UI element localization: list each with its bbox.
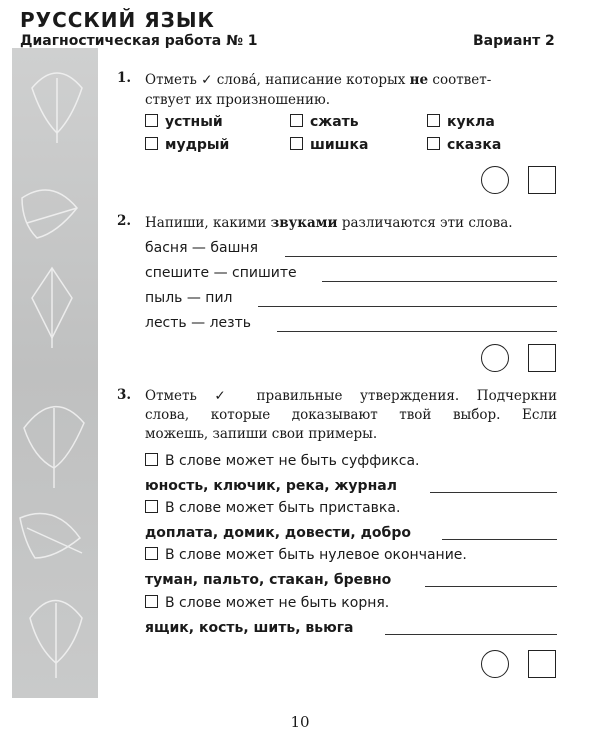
- example-words: туман, пальто, стакан, бревно: [145, 572, 392, 588]
- checkbox[interactable]: [145, 137, 158, 150]
- task-3-number: 3.: [117, 387, 132, 403]
- statement-text: В слове может не быть корня.: [165, 595, 390, 611]
- option-mudry[interactable]: [145, 137, 229, 153]
- checkbox[interactable]: [427, 137, 440, 150]
- statement-text: В слове может быть нулевое окончание.: [165, 547, 467, 563]
- work-subtitle: Диагностическая работа № 1: [20, 33, 258, 49]
- option-label: шишка: [310, 137, 369, 153]
- task-1-number: 1.: [117, 70, 132, 86]
- leaf-pattern: [12, 48, 98, 698]
- score-circle: [481, 166, 509, 194]
- checkbox[interactable]: [145, 114, 158, 127]
- task-1-text-line2: ствует их произношению.: [145, 92, 331, 108]
- checkbox[interactable]: [427, 114, 440, 127]
- task-3-line: слова, которые доказывают твой выбор. Если: [145, 407, 557, 423]
- option-label: кукла: [447, 114, 495, 130]
- subject-title: РУССКИЙ ЯЗЫК: [20, 8, 215, 32]
- statement-4[interactable]: [145, 595, 389, 611]
- task-1-text-bold: не: [409, 72, 429, 88]
- task-1-text-a: Отметь ✓ слова́, написание которых: [145, 72, 410, 88]
- statement-3[interactable]: [145, 547, 467, 563]
- task-1-text-c: соответ-: [428, 72, 492, 88]
- task-3-text: [145, 387, 557, 444]
- option-label: мудрый: [165, 137, 230, 153]
- task-2-number: 2.: [117, 213, 132, 229]
- option-label: сжать: [310, 114, 359, 130]
- statement-text: В слове может быть приставка.: [165, 500, 401, 516]
- score-circle: [481, 650, 509, 678]
- checkbox[interactable]: [145, 547, 158, 560]
- option-kukla[interactable]: [427, 114, 495, 130]
- score-box: [528, 650, 556, 678]
- answer-line[interactable]: [430, 492, 557, 493]
- pair-row: лесть — лезть: [145, 315, 251, 331]
- checkbox[interactable]: [145, 595, 158, 608]
- example-words: юность, ключик, река, журнал: [145, 478, 397, 494]
- task-2-text-a: Напиши, какими: [145, 215, 271, 231]
- task-1-text: [145, 70, 557, 110]
- answer-line[interactable]: [425, 586, 557, 587]
- option-ustny[interactable]: [145, 114, 223, 130]
- example-words: доплата, домик, довести, добро: [145, 525, 411, 541]
- statement-2[interactable]: [145, 500, 400, 516]
- answer-line[interactable]: [277, 331, 557, 332]
- task-2-text-c: различаются эти слова.: [337, 215, 513, 231]
- option-szhat[interactable]: [290, 114, 359, 130]
- variant-label: Вариант 2: [473, 33, 555, 49]
- pair-row: басня — башня: [145, 240, 258, 256]
- answer-line[interactable]: [385, 634, 557, 635]
- checkbox[interactable]: [290, 114, 303, 127]
- statement-text: В слове может не быть суффикса.: [165, 453, 420, 469]
- option-shishka[interactable]: [290, 137, 369, 153]
- task-2-text-bold: звуками: [270, 215, 338, 231]
- answer-line[interactable]: [258, 306, 557, 307]
- score-circle: [481, 344, 509, 372]
- option-skazka[interactable]: [427, 137, 501, 153]
- task-3-line: можешь, запиши свои примеры.: [145, 426, 378, 442]
- example-words: ящик, кость, шить, вьюга: [145, 620, 354, 636]
- option-label: сказка: [447, 137, 502, 153]
- checkbox[interactable]: [145, 453, 158, 466]
- option-label: устный: [165, 114, 223, 130]
- answer-line[interactable]: [322, 281, 557, 282]
- decorative-sidebar: [12, 48, 98, 698]
- checkbox[interactable]: [290, 137, 303, 150]
- pair-row: пыль — пил: [145, 290, 233, 306]
- answer-line[interactable]: [285, 256, 557, 257]
- task-3-line: Отметь ✓ правильные утверждения. Подчеркни: [145, 388, 557, 404]
- task-2-text: [145, 213, 557, 233]
- score-box: [528, 166, 556, 194]
- score-box: [528, 344, 556, 372]
- page-number: 10: [290, 713, 310, 731]
- statement-1[interactable]: [145, 453, 420, 469]
- checkbox[interactable]: [145, 500, 158, 513]
- pair-row: спешите — спишите: [145, 265, 297, 281]
- answer-line[interactable]: [442, 539, 557, 540]
